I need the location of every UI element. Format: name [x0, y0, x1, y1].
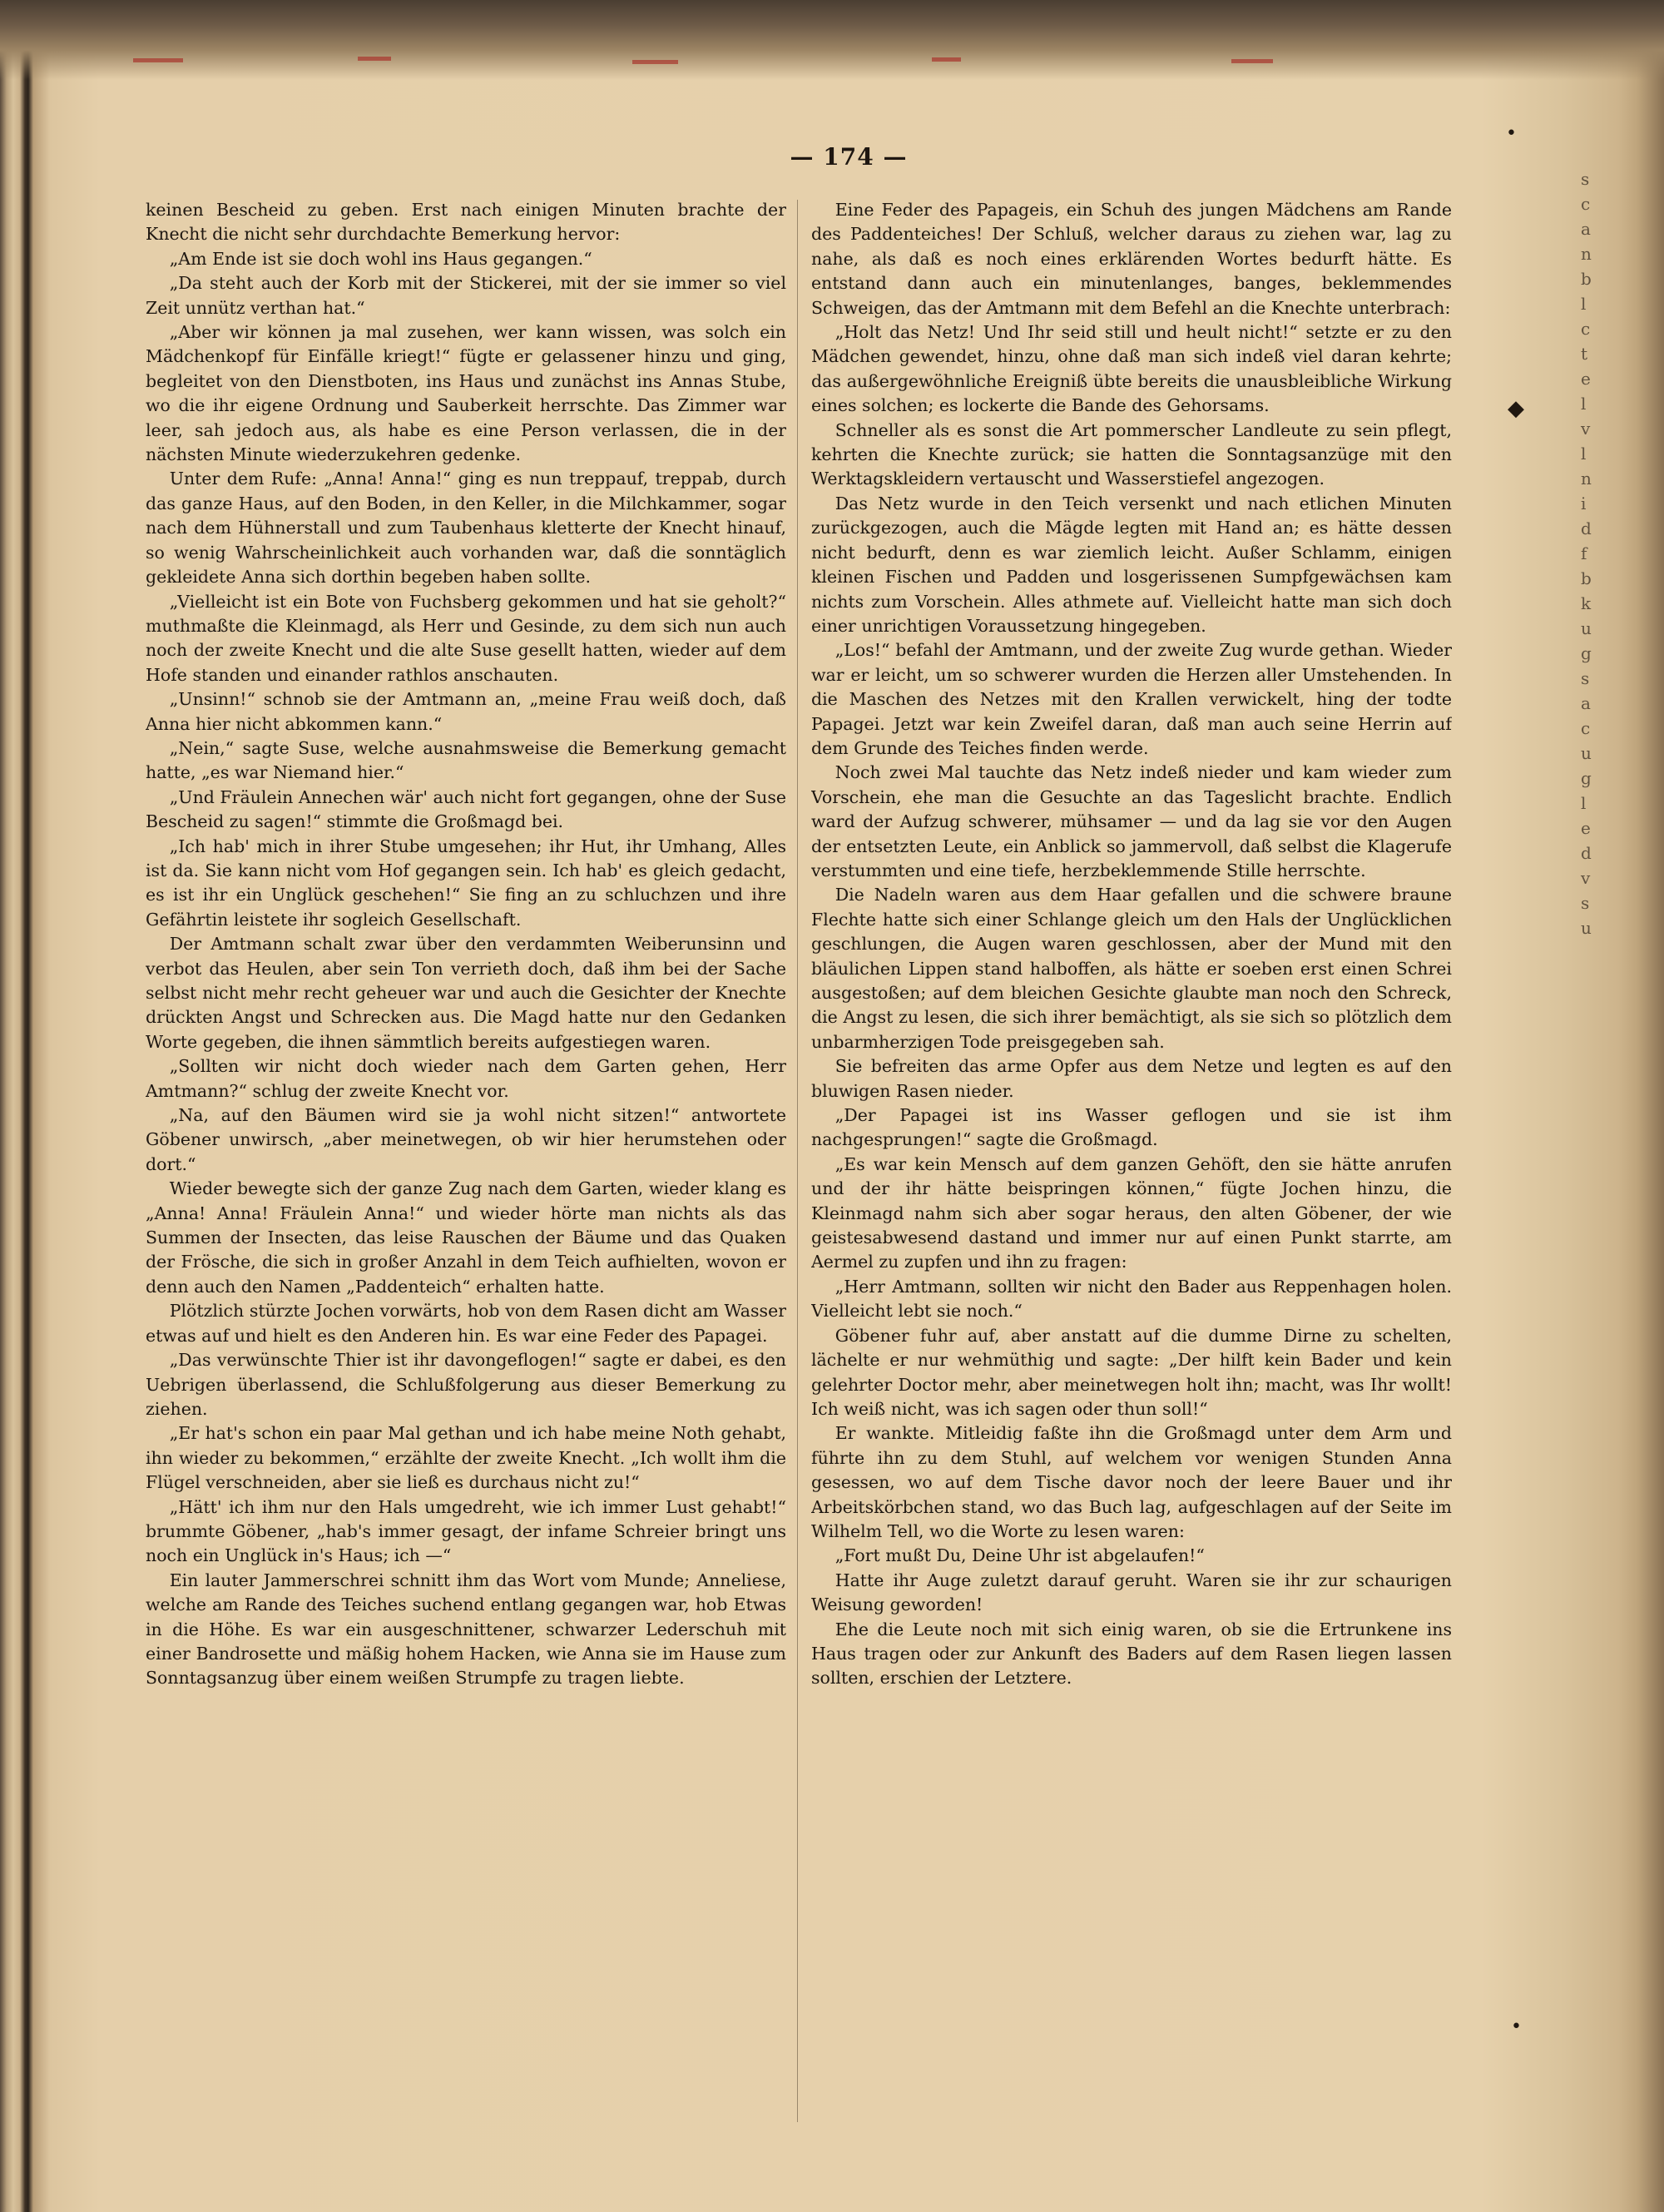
edge-speck — [1231, 59, 1273, 63]
paragraph: Die Nadeln waren aus dem Haar gefallen und die schwere braune Flechte hatte sich einer Schlange gleich um den Hals der Unglücklichen geschlungen, die Augen waren geschlossen, aber der Mund mit den bläulichen Lippen stand halboffen, als hätte er soeben erst einen Schrei ausgestoßen; auf dem bleichen Gesichte glaubte man noch den Schreck, die Angst zu lesen, die sich ihrer bemächtigt, als sie sich so plötzlich dem unbarmherzigen Tode preisgegeben sah. — [811, 885, 1452, 1052]
paragraph: Der Amtmann schalt zwar über den verdammten Weiberunsinn und verbot das Heulen, aber sein Ton verrieth doch, daß ihm bei der Sache selbst nicht mehr recht geheuer war und auch die Gesichter der Knechte drückten Angst und Schrecken aus. Die Magd hatte nur den Gedanken Worte gegeben, die ihnen sämmtlich bereits aufgestiegen waren. — [146, 934, 786, 1052]
paragraph: keinen Bescheid zu geben. Erst nach einigen Minuten brachte der Knecht die nicht sehr durchdachte Bemerkung hervor: — [146, 200, 786, 245]
paragraph: Eine Feder des Papageis, ein Schuh des jungen Mädchens am Rande des Paddenteiches! Der Schluß, welcher daraus zu ziehen war, lag zu nahe, als daß es noch eines erklärenden Wortes bedurft hätte. Es entstand dann auch ein minutenlanges, banges, beklemmendes Schweigen, das der Amtmann mit dem Befehl an die Knechte unterbrach: — [811, 200, 1452, 318]
edge-speck — [358, 57, 391, 61]
paragraph: Sie befreiten das arme Opfer aus dem Netze und legten es auf den bluwigen Rasen nieder. — [811, 1056, 1452, 1101]
edge-letter: e — [1581, 818, 1591, 838]
paragraph: „Und Fräulein Annechen wär' auch nicht fort gegangen, ohne der Suse Bescheid zu sagen!“ stimmte die Großmagd bei. — [146, 786, 786, 832]
paragraph: „Es war kein Mensch auf dem ganzen Gehöft, den sie hätte anrufen und der ihr hätte beispringen können,“ fügte Jochen hinzu, die Kleinmagd nahm sich aber sogar heraus, den alten Göbener, der wie geistesabwesend dastand und immer nur auf einen Punkt starrte, am Aermel zu zupfen und ihn zu fragen: — [811, 1153, 1452, 1272]
edge-letter: l — [1581, 294, 1587, 314]
paragraph: „Herr Amtmann, sollten wir nicht den Bader aus Reppenhagen holen. Vielleicht lebt sie noch.“ — [811, 1276, 1452, 1322]
paragraph: Ehe die Leute noch mit sich einig waren, ob sie die Ertrunkene ins Haus tragen oder zur Ankunft des Baders auf dem Rasen liegen lassen sollten, erschien der Letztere. — [811, 1619, 1452, 1689]
paragraph: „Na, auf den Bäumen wird sie ja wohl nicht sitzen!“ antwortete Göbener unwirsch, „aber meinetwegen, ob wir hier herumstehen oder dort.“ — [146, 1105, 786, 1174]
edge-letter: e — [1581, 369, 1591, 389]
paragraph: Wieder bewegte sich der ganze Zug nach dem Garten, wieder klang es „Anna! Anna! Fräulein Anna!“ und wieder hörte man nichts als das Summen der Insecten, das leise Rauschen der Bäume und das Quaken der Frösche, die sich in großer Anzahl in dem Teich aufhielten, wovon er denn auch den Namen „Paddenteich“ erhalten hatte. — [146, 1178, 786, 1297]
paragraph: „Er hat's schon ein paar Mal gethan und ich habe meine Noth gehabt, ihn wieder zu bekommen,“ erzählte der zweite Knecht. „Ich wollt ihm die Flügel verschneiden, aber sie ließ es durchaus nicht zu!“ — [146, 1423, 786, 1493]
edge-letter: c — [1581, 718, 1591, 738]
next-page-edge-letters — [1581, 166, 1614, 999]
edge-letter: l — [1581, 793, 1587, 813]
edge-letter: i — [1581, 493, 1587, 513]
paragraph: „Holt das Netz! Und Ihr seid still und heult nicht!“ setzte er zu den Mädchen gewendet, hinzu, ohne daß man sich indeß viel daran kehrte; das außergewöhnliche Ereigniß übte bereits die unausbleibliche Wirkung eines solchen; es lockerte die Bande des Gehorsams. — [811, 322, 1452, 416]
paragraph: „Nein,“ sagte Suse, welche ausnahmsweise die Bemerkung gemacht hatte, „es war Niemand hier.“ — [146, 737, 786, 783]
paragraph: „Am Ende ist sie doch wohl ins Haus gegangen.“ — [169, 248, 592, 269]
paragraph: „Da steht auch der Korb mit der Stickerei, mit der sie immer so viel Zeit unnütz verthan hat.“ — [146, 273, 786, 318]
edge-letter: n — [1581, 244, 1592, 264]
paragraph: „Sollten wir nicht doch wieder nach dem Garten gehen, Herr Amtmann?“ schlug der zweite Knecht vor. — [146, 1056, 786, 1101]
edge-letter: v — [1581, 419, 1591, 439]
paragraph: „Ich hab' mich in ihrer Stube umgesehen; ihr Hut, ihr Umhang, Alles ist da. Sie kann nicht vom Hof gegangen sein. Ich hab' es gleich gedacht, es ist ihr ein Unglück geschehen!“ Sie fing an zu schluchzen und ihre Gefährtin leistete ihr sogleich Gesellschaft. — [146, 836, 786, 930]
edge-speck — [932, 57, 961, 62]
edge-speck — [133, 58, 183, 62]
edge-letter: g — [1581, 768, 1592, 788]
top-page-edge — [0, 0, 1664, 80]
margin-mark: • — [1511, 2016, 1522, 2037]
paragraph: „Aber wir können ja mal zusehen, wer kann wissen, was solch ein Mädchenkopf für Einfälle kriegt!“ fügte er gelassener hinzu und ging, begleitet von den Dienstboten, ins Haus und zunächst ins Annas Stube, wo die ihr eigene Ordnung und Sauberkeit herrschte. Das Zimmer war leer, sah jedoch aus, als habe es eine Person verlassen, die in der nächsten Minute wiederzukehren gedenke. — [146, 322, 786, 465]
paragraph: Plötzlich stürzte Jochen vorwärts, hob von dem Rasen dicht am Wasser etwas auf und hielt es den Anderen hin. Es war eine Feder des Papagei. — [146, 1301, 786, 1346]
edge-letter: c — [1581, 194, 1591, 214]
page-number: — 174 — — [790, 143, 908, 171]
edge-letter: u — [1581, 618, 1592, 638]
edge-letter: b — [1581, 568, 1592, 588]
paragraph: Hatte ihr Auge zuletzt darauf geruht. Waren sie ihr zur schaurigen Weisung geworden! — [811, 1570, 1452, 1615]
edge-letter: s — [1581, 668, 1590, 688]
edge-letter: d — [1581, 518, 1592, 538]
edge-letter: a — [1581, 219, 1591, 239]
paragraph: Göbener fuhr auf, aber anstatt auf die dumme Dirne zu schelten, lächelte er nur wehmüthig und sagte: „Der hilft kein Bader und kein gelehrter Doctor mehr, aber meinetwegen holt ihn; macht, was Ihr wollt! Ich weiß nicht, was ich sagen oder thun soll!“ — [811, 1325, 1452, 1419]
edge-letter: t — [1581, 344, 1588, 364]
paragraph: Noch zwei Mal tauchte das Netz indeß nieder und kam wieder zum Vorschein, ehe man die Gesuchte an das Tageslicht brachte. Endlich ward der Aufzug schwerer, mühsamer — und da lag sie vor den Augen der entsetzten Leute, ein Anblick so jammervoll, daß selbst die Klagerufe verstummten und eine tiefe, herzbeklemmende Stille herrschte. — [811, 762, 1452, 880]
column-divider — [797, 200, 798, 2122]
edge-letter: k — [1581, 593, 1592, 613]
edge-letter: v — [1581, 868, 1591, 888]
paragraph: „Vielleicht ist ein Bote von Fuchsberg gekommen und hat sie geholt?“ muthmaßte die Kleinmagd, als Herr und Gesinde, zu dem sich nun auch noch der zweite Knecht und die alte Suse gesellt hatten, wieder auf dem Hofe standen und einander rathlos anschauten. — [146, 591, 786, 685]
edge-letter: g — [1581, 643, 1592, 663]
paragraph: Unter dem Rufe: „Anna! Anna!“ ging es nun treppauf, treppab, durch das ganze Haus, auf den Boden, in den Keller, in die Milchkammer, sogar nach dem Hühnerstall und zum Taubenhaus kletterte der Knecht hinauf, so wenig Wahrscheinlichkeit auch vorhanden war, daß die sonntäglich gekleidete Anna sich dorthin begeben haben sollte. — [146, 469, 786, 588]
paragraph: „Fort mußt Du, Deine Uhr ist abgelaufen!“ — [834, 1545, 1205, 1566]
edge-letter: d — [1581, 843, 1592, 863]
edge-letter: b — [1581, 269, 1592, 289]
edge-letter: a — [1581, 693, 1591, 713]
left-column — [146, 198, 786, 2145]
edge-letter: u — [1581, 918, 1592, 938]
paragraph: „Das verwünschte Thier ist ihr davongeflogen!“ sagte er dabei, es den Uebrigen überlassend, die Schlußfolgerung aus dieser Bemerkung zu ziehen. — [146, 1350, 786, 1419]
paragraph: „Hätt' ich ihm nur den Hals umgedreht, wie ich immer Lust gehabt!“ brummte Göbener, „hab's immer gesagt, der infame Schreier bringt uns noch ein Unglück in's Haus; ich —“ — [146, 1496, 786, 1566]
edge-letter: l — [1581, 394, 1587, 414]
paragraph: Das Netz wurde in den Teich versenkt und nach etlichen Minuten zurückgezogen, auch die Mägde legten mit Hand an; es hätte dessen nicht bedurft, denn es war ziemlich leicht. Außer Schlamm, einigen kleinen Fischen und Padden und losgerissenen Sumpfgewächsen kam nichts zum Vorschein. Alles athmete auf. Vielleicht hatte man sich doch einer unrichtigen Voraussetzung hingegeben. — [811, 493, 1452, 636]
edge-letter: s — [1581, 893, 1590, 913]
paragraph: „Der Papagei ist ins Wasser geflogen und sie ist ihm nachgesprungen!“ sagte die Großmagd. — [811, 1105, 1452, 1150]
edge-letter: s — [1581, 169, 1590, 189]
edge-letter: f — [1581, 543, 1587, 563]
margin-mark: • — [1506, 123, 1517, 144]
paragraph: „Los!“ befahl der Amtmann, und der zweite Zug wurde gethan. Wieder war er leicht, um so schwerer wurden die Herzen aller Umstehenden. In die Maschen des Netzes mit den Krallen verwickelt, hing der todte Papagei. Jetzt war kein Zweifel daran, daß man auch seine Herrin auf dem Grunde des Teiches finden werde. — [811, 640, 1452, 758]
paragraph: Er wankte. Mitleidig faßte ihn die Großmagd unter dem Arm und führte ihn zu dem Stuhl, auf welchem vor wenigen Stunden Anna gesessen, wo auf dem Tische davor noch der leere Bauer und ihr Arbeitskörbchen stand, wo das Buch lag, aufgeschlagen auf der Seite im Wilhelm Tell, wo die Worte zu lesen waren: — [811, 1423, 1452, 1541]
paragraph: „Unsinn!“ schnob sie der Amtmann an, „meine Frau weiß doch, daß Anna hier nicht abkommen kann.“ — [146, 689, 786, 734]
paragraph: Schneller als es sonst die Art pommerscher Landleute zu sein pflegt, kehrten die Knechte zurück; sie hatten die Sonntagsanzüge mit den Werktagskleidern vertauscht und Wasserstiefel angezogen. — [811, 419, 1452, 489]
paragraph: Ein lauter Jammerschrei schnitt ihm das Wort vom Munde; Anneliese, welche am Rande des Teiches suchend entlang gegangen war, hob Etwas in die Höhe. Es war ein ausgeschnittener, schwarzer Lederschuh mit einer Bandrosette und mäßig hohem Hacken, wie Anna sie im Hause zum Sonntagsanzug über einem weißen Strumpfe zu tragen liebte. — [146, 1570, 786, 1689]
edge-letter: n — [1581, 469, 1592, 489]
margin-mark: ◆ — [1508, 396, 1524, 421]
edge-letter: u — [1581, 743, 1592, 763]
page — [33, 75, 1639, 2197]
right-column — [811, 198, 1452, 2145]
edge-letter: l — [1581, 444, 1587, 464]
edge-speck — [632, 60, 678, 64]
edge-letter: c — [1581, 319, 1591, 339]
